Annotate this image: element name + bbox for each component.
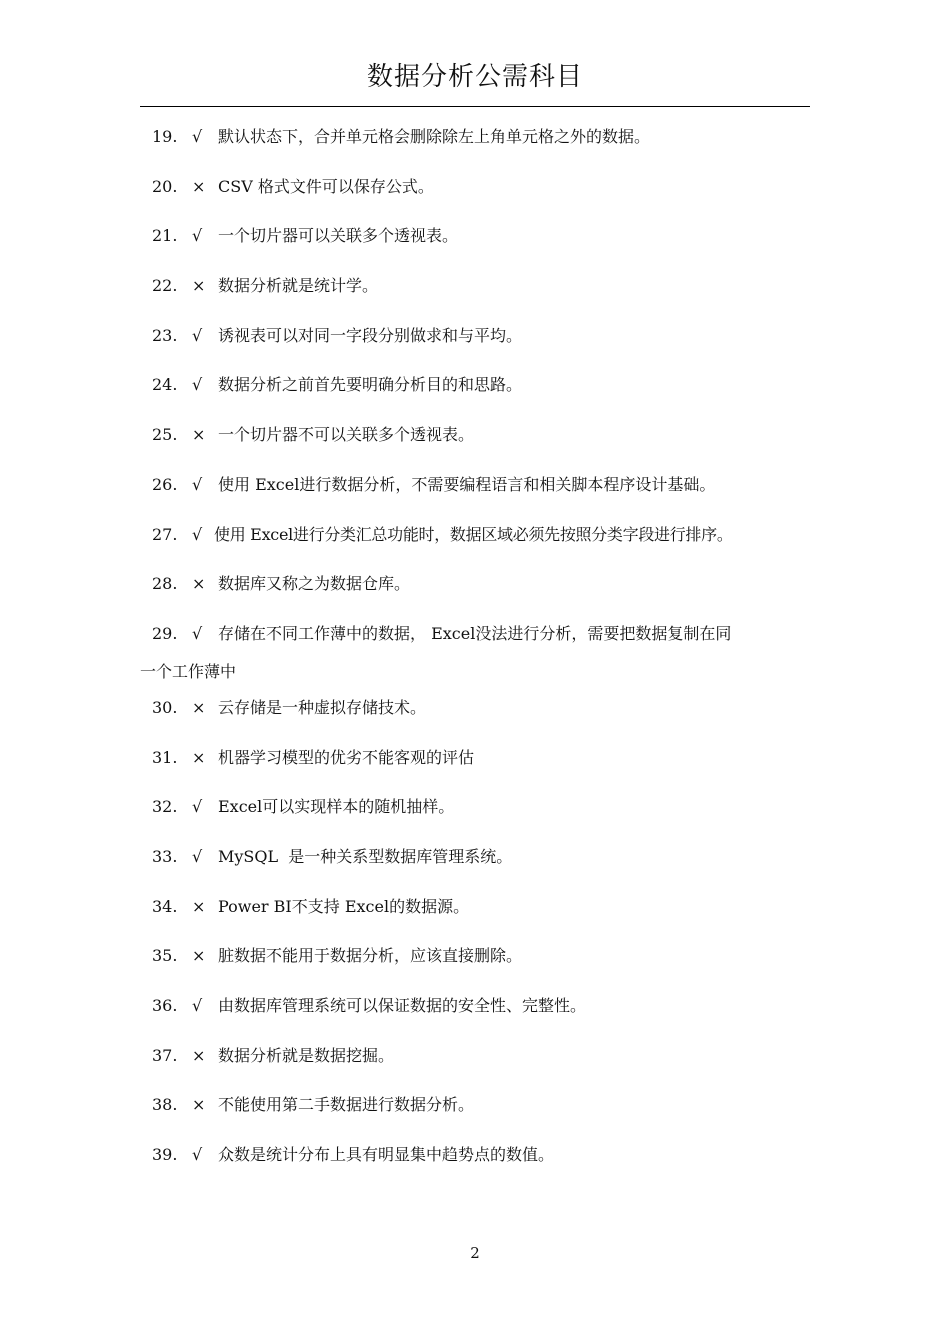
question-text: 使用 Excel进行数据分析，不需要编程语言和相关脚本程序设计基础。 [218,474,716,494]
question-number: 30. [152,697,178,717]
question-number: 20. [152,176,178,196]
question-list [140,124,828,1192]
question-number: 22. [152,276,178,296]
question-text: 机器学习模型的优劣不能客观的评估 [218,747,475,767]
question-text: Excel可以实现样本的随机抽样。 [218,797,455,817]
question-text: 使用 Excel进行分类汇总功能时，数据区域必须先按照分类字段进行排序。 [214,524,733,544]
answer-mark: × [192,176,206,196]
question-number: 36. [152,996,178,1015]
question-text: CSV 格式文件可以保存公式。 [218,176,434,196]
page-title: 数据分析公需科目 [366,62,583,92]
question-text: 众数是统计分布上具有明显集中趋势点的数值。 [218,1145,555,1165]
question-item [152,273,828,299]
question-number: 29. [152,623,178,643]
question-text: 由数据库管理系统可以保证数据的安全性、完整性。 [218,996,587,1015]
question-item [152,844,828,870]
question-number: 35. [152,946,178,966]
question-text: 一个切片器不可以关联多个透视表。 [218,425,475,445]
question-item [152,472,828,498]
question-item [152,1043,828,1069]
question-item [152,323,828,349]
answer-mark: × [192,425,206,445]
question-number: 31. [152,747,178,767]
answer-mark: × [192,946,206,966]
answer-mark: √ [192,474,203,494]
question-number: 21. [152,226,178,246]
question-number: 33. [152,846,178,866]
question-number: 32. [152,797,178,817]
question-number: 23. [152,325,178,345]
question-text: 默认状态下，合并单元格会删除除左上角单元格之外的数据。 [218,127,651,146]
question-number: 39. [152,1145,178,1165]
page-number: 2 [470,1244,480,1262]
question-number: 37. [152,1045,178,1065]
question-number: 26. [152,474,178,494]
answer-mark: × [192,896,206,916]
question-text: 数据库又称之为数据仓库。 [218,574,411,594]
question-number: 27. [152,524,178,544]
answer-mark: √ [192,375,203,395]
answer-mark: √ [192,127,203,146]
question-item [152,124,828,150]
answer-mark: √ [192,846,203,866]
question-item [152,993,828,1019]
question-item [152,794,828,820]
question-item [140,621,828,685]
answer-mark: × [192,697,206,717]
question-item [152,422,828,448]
question-item [152,223,828,249]
question-text: MySQL 是一种关系型数据库管理系统。 [218,846,513,866]
question-number: 28. [152,574,178,594]
question-item [152,894,828,920]
question-item [152,174,828,200]
question-text: 数据分析就是数据挖掘。 [218,1045,395,1065]
question-text: 诱视表可以对同一字段分别做求和与平均。 [218,325,523,345]
answer-mark: × [192,1045,206,1065]
question-number: 34. [152,896,178,916]
question-item [152,695,828,721]
question-item [152,745,828,771]
question-text-continued: 一个工作薄中 [140,661,237,681]
question-item [152,1092,828,1118]
question-number: 24. [152,375,178,395]
question-item [152,372,828,398]
question-number: 38. [152,1095,178,1115]
page-header [140,60,810,107]
answer-mark: √ [192,325,203,345]
question-item [152,522,828,548]
answer-mark: √ [192,226,203,246]
answer-mark: √ [192,797,203,817]
answer-mark: √ [192,524,203,544]
answer-mark: × [192,1095,206,1115]
answer-mark: √ [192,1145,203,1165]
question-text: 一个切片器可以关联多个透视表。 [218,226,459,246]
answer-mark: × [192,747,206,767]
question-number: 25. [152,425,178,445]
question-text: Power BI不支持 Excel的数据源。 [218,896,470,916]
question-text: 数据分析之前首先要明确分析目的和思路。 [218,375,523,395]
answer-mark: √ [192,996,203,1015]
question-text: 不能使用第二手数据进行数据分析。 [218,1095,475,1115]
answer-mark: × [192,574,206,594]
question-text: 数据分析就是统计学。 [218,276,379,296]
question-item [152,571,828,597]
question-item [152,943,828,969]
answer-mark: √ [192,623,203,643]
answer-mark: × [192,276,206,296]
question-item [152,1142,828,1168]
question-number: 19. [152,127,178,146]
question-text: 脏数据不能用于数据分析，应该直接删除。 [218,946,523,966]
question-text: 存储在不同工作薄中的数据， Excel没法进行分析，需要把数据复制在同 [218,623,732,643]
question-text: 云存储是一种虚拟存储技术。 [218,697,427,717]
